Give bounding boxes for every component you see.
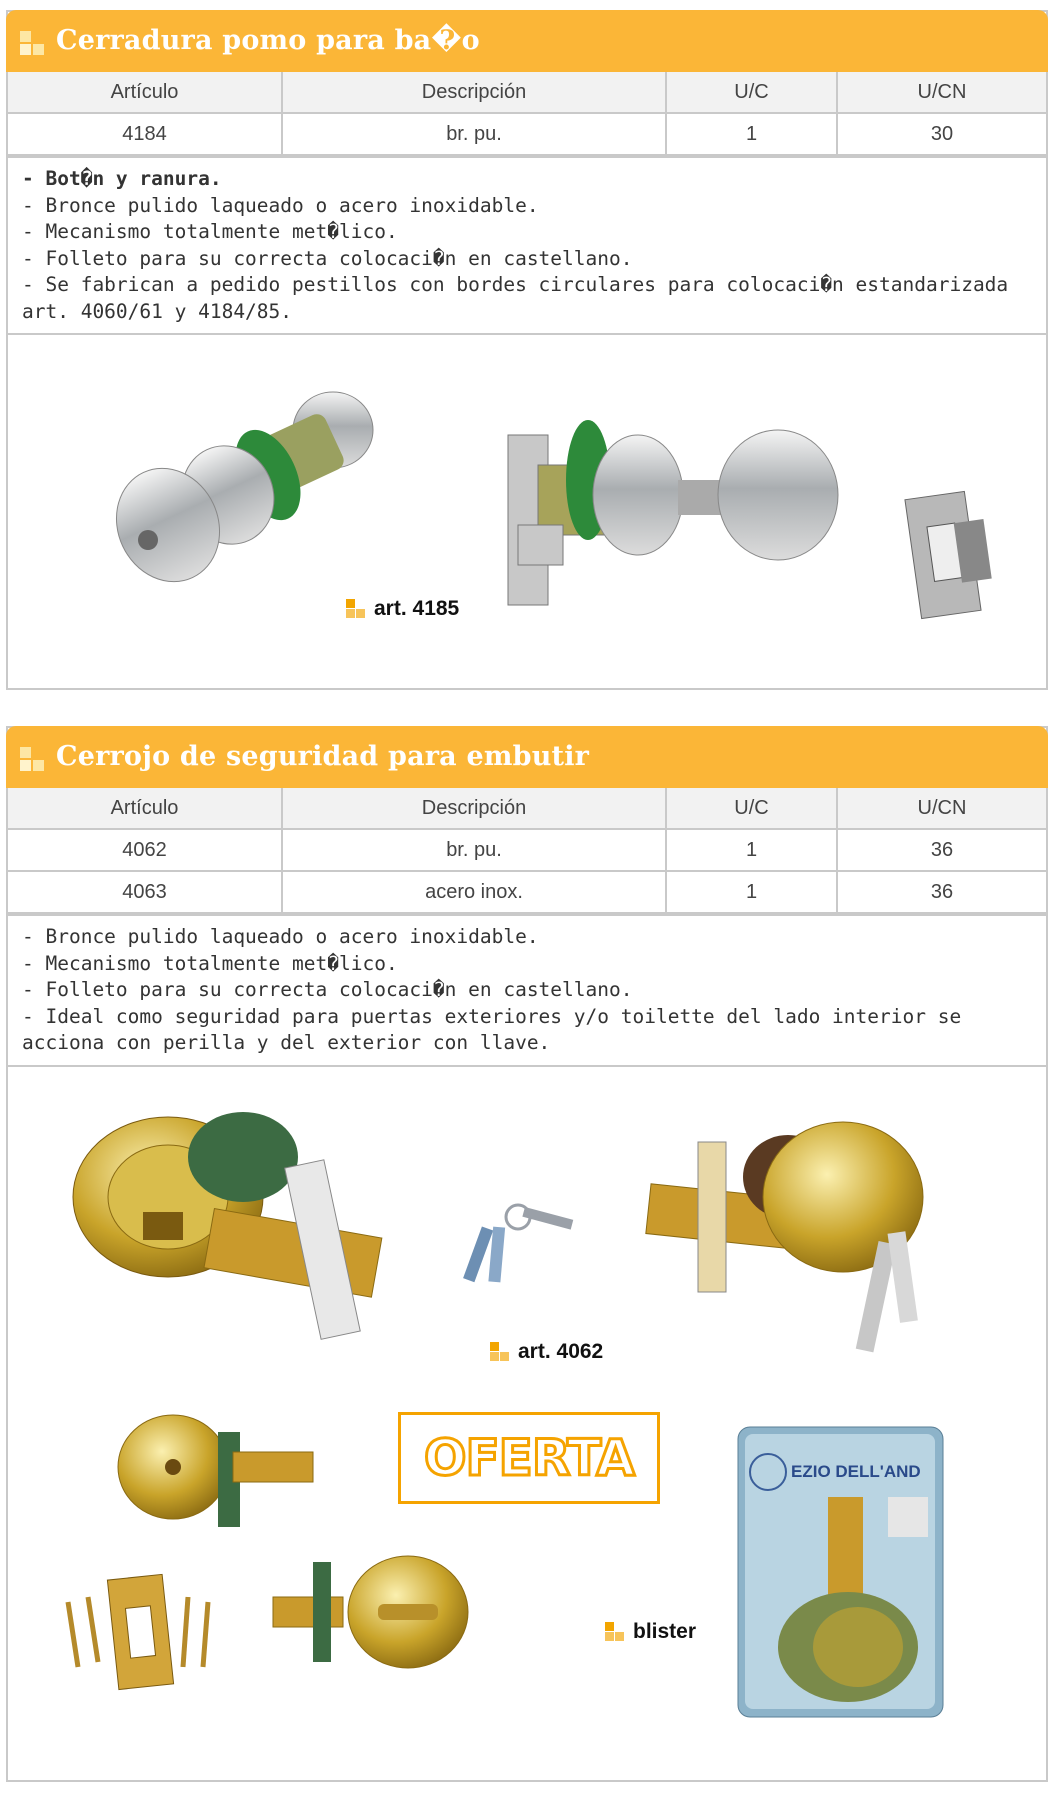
- table-row: [8, 113, 1046, 155]
- cell-ucn: 36: [837, 829, 1046, 871]
- cell-uc: 1: [666, 871, 837, 913]
- note-line: - Bronce pulido laqueado o acero inoxidable.: [22, 925, 539, 948]
- deadbolt-small-image: [113, 1407, 343, 1537]
- tag-bullet-icon: [346, 599, 366, 619]
- column-header: Descripción: [282, 788, 666, 829]
- cell-uc: 1: [666, 829, 837, 871]
- table-header-row: [8, 788, 1046, 829]
- knob-lock-image: [478, 395, 858, 625]
- bullet-squares-icon: [20, 31, 46, 57]
- deadbolt-thumbturn-image: [263, 1552, 493, 1672]
- strike-plate-screws-image: [58, 1567, 238, 1707]
- spec-table: [8, 788, 1046, 914]
- article-tag-label: art. 4062: [518, 1339, 604, 1363]
- blister-pack-image: [733, 1422, 963, 1732]
- keys-image: [463, 1192, 583, 1292]
- table-row: [8, 829, 1046, 871]
- offer-badge: [398, 1412, 660, 1504]
- column-header: U/C: [666, 72, 837, 113]
- deadbolt-image: [638, 1102, 998, 1382]
- cell-ucn: 36: [837, 871, 1046, 913]
- column-header: Descripción: [282, 72, 666, 113]
- note-line: - Ideal como seguridad para puertas exteriores y/o toilette del lado interior se acciona con perilla y del exterior con llave.: [22, 1004, 962, 1054]
- blister-tag: [605, 1620, 696, 1644]
- package-brand: EZIO DELL'AND: [791, 1461, 921, 1481]
- note-line: - Mecanismo totalmente met�lico.: [22, 220, 398, 243]
- cut-off-footer-text: [0, 1784, 1056, 1799]
- article-tag: [346, 597, 459, 621]
- article-tag: [490, 1340, 603, 1364]
- cell-description: br. pu.: [282, 829, 666, 871]
- note-line: - Bot�n y ranura.: [22, 167, 222, 190]
- cell-article: 4184: [8, 113, 282, 155]
- column-header: U/CN: [837, 788, 1046, 829]
- card-title: Cerradura pomo para ba�o: [56, 24, 480, 56]
- knob-lock-image: [108, 375, 428, 625]
- card-title: Cerrojo de seguridad para embutir: [56, 740, 590, 772]
- column-header: Artículo: [8, 72, 282, 113]
- strike-plate-image: [903, 485, 1003, 625]
- column-header: Artículo: [8, 788, 282, 829]
- note-line: - Folleto para su correcta colocaci�n en castellano.: [22, 246, 633, 270]
- cell-article: 4062: [8, 829, 282, 871]
- tag-bullet-icon: [605, 1622, 625, 1642]
- product-photos: [8, 335, 1046, 679]
- product-notes: [8, 156, 1046, 335]
- product-card-knob-lock: [6, 10, 1048, 690]
- tag-bullet-icon: [490, 1342, 510, 1362]
- cell-ucn: 30: [837, 113, 1046, 155]
- deadbolt-image: [68, 1102, 418, 1362]
- article-tag-label: art. 4185: [374, 597, 460, 620]
- column-header: U/C: [666, 788, 837, 829]
- offer-label: OFERTA: [424, 1428, 634, 1487]
- cell-description: br. pu.: [282, 113, 666, 155]
- card-header: [6, 10, 1048, 72]
- bullet-squares-icon: [20, 747, 46, 773]
- note-line: - Se fabrican a pedido pestillos con bordes circulares para colocaci�n estandarizada art. 4060/61 y 4184/85.: [22, 273, 1009, 323]
- note-line: - Folleto para su correcta colocaci�n en castellano.: [22, 978, 633, 1001]
- spec-table: [8, 72, 1046, 156]
- card-header: [6, 726, 1048, 788]
- cell-uc: 1: [666, 113, 837, 155]
- table-header-row: [8, 72, 1046, 113]
- column-header: U/CN: [837, 72, 1046, 113]
- cell-description: acero inox.: [282, 871, 666, 913]
- table-row: [8, 871, 1046, 913]
- product-notes: [8, 914, 1046, 1067]
- product-photos: [8, 1067, 1046, 1727]
- product-card-deadbolt: [6, 726, 1048, 1782]
- cell-article: 4063: [8, 871, 282, 913]
- note-line: - Mecanismo totalmente met�lico.: [22, 951, 398, 975]
- note-line: - Bronce pulido laqueado o acero inoxidable.: [22, 193, 539, 217]
- blister-label: blister: [633, 1619, 697, 1643]
